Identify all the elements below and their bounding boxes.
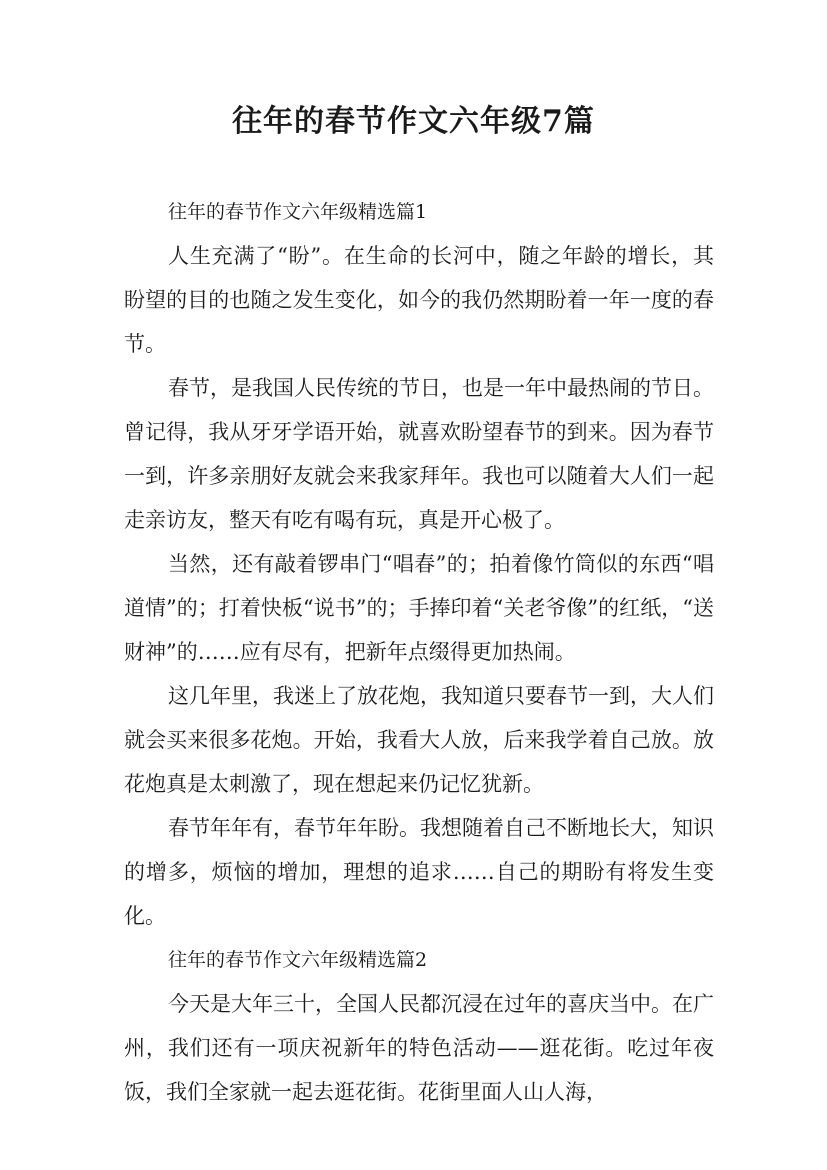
paragraph: 这几年里，我迷上了放花炮，我知道只要春节一到，大人们就会买来很多花炮。开始，我看大人放，后来我学着自己放。放花炮真是太刺激了，现在想起来仍记忆犹新。 xyxy=(124,684,714,796)
paragraph: 今天是大年三十，全国人民都沉浸在过年的喜庆当中。在广州，我们还有一项庆祝新年的特色活动——逛花街。吃过年夜饭，我们全家就一起去逛花街。花街里面人山人海， xyxy=(124,992,714,1104)
paragraph: 当然，还有敲着锣串门“唱春”的；拍着像竹筒似的东西“唱道情”的；打着快板“说书”的；手捧印着“关老爷像”的红纸，“送财神”的……应有尽有，把新年点缀得更加热闹。 xyxy=(124,552,714,664)
paragraph: 春节年年有，春节年年盼。我想随着自己不断地长大，知识的增多，烦恼的增加，理想的追求……自己的期盼有将发生变化。 xyxy=(124,816,714,928)
section-heading: 往年的春节作文六年级精选篇2 xyxy=(168,949,428,971)
document-title: 往年的春节作文六年级7篇 xyxy=(232,104,595,139)
paragraph: 春节，是我国人民传统的节日，也是一年中最热闹的节日。曾记得，我从牙牙学语开始，就喜欢盼望春节的到来。因为春节一到，许多亲朋好友就会来我家拜年。我也可以随着大人们一起走亲访友，整天有吃有喝有玩，真是开心极了。 xyxy=(124,376,714,532)
paragraph: 人生充满了“盼”。在生命的长河中，随之年龄的增长，其盼望的目的也随之发生变化，如今的我仍然期盼着一年一度的春节。 xyxy=(124,244,714,356)
document-body xyxy=(124,190,714,1114)
section-heading: 往年的春节作文六年级精选篇1 xyxy=(168,201,428,223)
